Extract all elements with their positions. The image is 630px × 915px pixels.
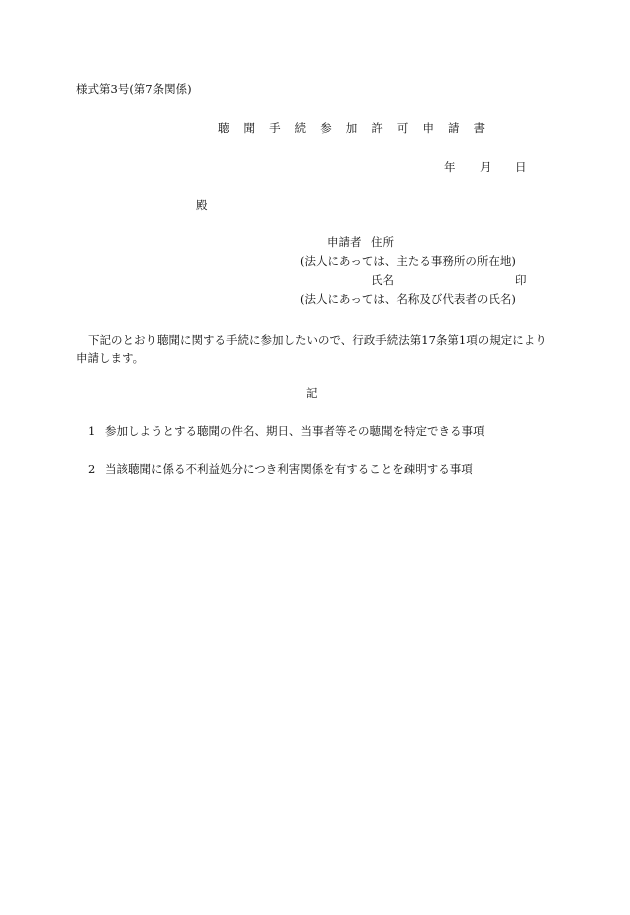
seal-mark: 印 — [515, 273, 527, 287]
item-number: 1 — [88, 424, 96, 438]
item-text: 参加しようとする聴聞の件名、期日、当事者等その聴聞を特定できる事項 — [105, 424, 485, 438]
document-title: 聴 聞 手 続 参 加 許 可 申 請 書 — [218, 121, 491, 135]
name-note: (法人にあっては、名称及び代表者の氏名) — [300, 292, 516, 306]
address-label: 住所 — [371, 235, 394, 249]
applicant-label: 申請者 — [327, 235, 362, 249]
record-heading: 記 — [306, 386, 318, 400]
list-item — [88, 426, 485, 438]
date-year-label: 年 — [444, 160, 456, 174]
name-label: 氏名 — [371, 273, 394, 287]
body-paragraph: 下記のとおり聴聞に関する手続に参加したいので、行政手続法第17条第1項の規定により申請します。 — [76, 333, 547, 365]
address-note: (法人にあっては、主たる事務所の所在地) — [300, 254, 516, 268]
list-item — [88, 464, 473, 476]
date-month-label: 月 — [480, 160, 492, 174]
addressee-honorific: 殿 — [196, 198, 208, 212]
item-number: 2 — [88, 462, 96, 476]
item-text: 当該聴聞に係る不利益処分につき利害関係を有することを疎明する事項 — [105, 462, 473, 476]
date-day-label: 日 — [515, 160, 527, 174]
form-number: 様式第3号(第7条関係) — [76, 82, 192, 96]
